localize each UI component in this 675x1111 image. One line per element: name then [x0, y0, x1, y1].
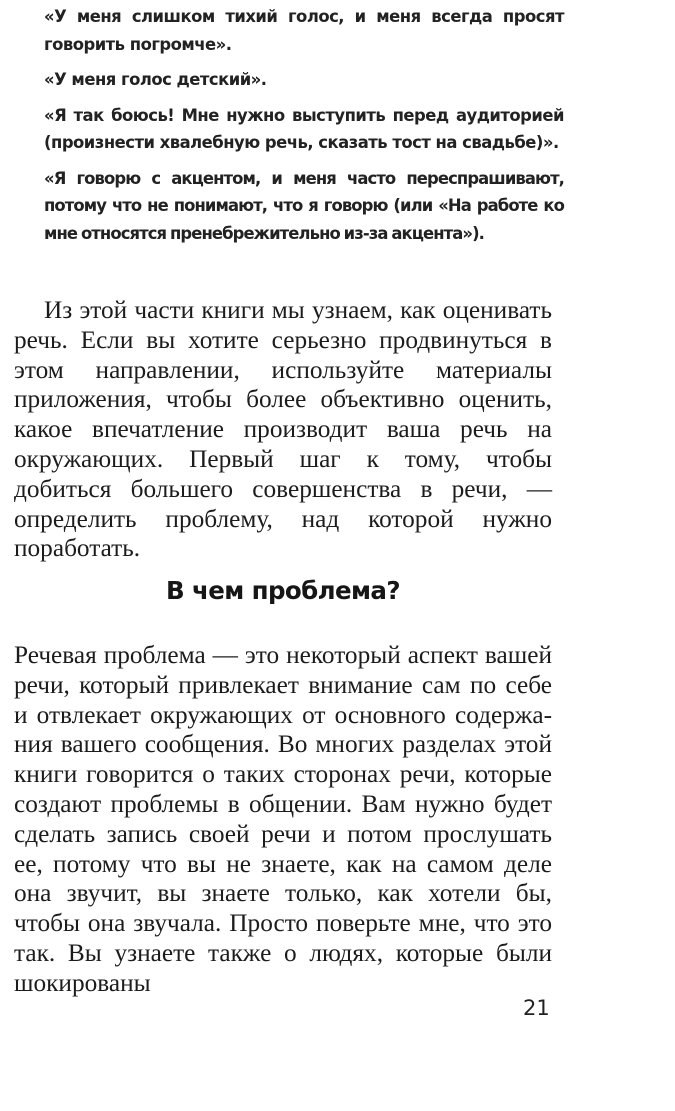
- quote-accent: «Я говорю с акцентом, и меня часто переспрашивают, потому что не понимают, что я говорю (или «На работе ко мне относятся пренебрежительно из-за акцента»).: [44, 168, 564, 243]
- section-heading: В чем проблема?: [166, 576, 400, 605]
- quote-list: [44, 3, 564, 255]
- intro-paragraph-text: Из этой части книги мы узнаем, как оценивать речь. Если вы хотите серьезно продвинуться в этом направлении, используйте материалы приложения, чтобы более объективно оценить, какое впечатление производит ваша речь на окружающих. Первый шаг к тому, чтобы добиться большего совершенства в речи, — определить проблему, над которой нужно поработать.: [14, 296, 552, 563]
- quote-public-speaking-fear: «Я так боюсь! Мне нужно выступить перед аудиторией (произнести хвалебную речь, сказать тост на свадьбе)».: [44, 105, 564, 152]
- quote-quiet-voice: «У меня слишком тихий голос, и меня всегда просят говорить погромче».: [44, 7, 564, 54]
- section-paragraph: Речевая проблема — это некоторый аспект вашей речи, который привлекает внимание сам по себе и отвлекает окружающих от основного содержания вашего сообщения. Во многих разделах этой книги говорится о таких сторонах речи, которые создают проблемы в общении. Вам нужно будет сделать запись своей речи и потом прослушать ее, потому что вы не знаете, как на самом деле она звучит, вы знаете только, как хотели бы, чтобы она звучала. Просто поверьте мне, что это так. Вы узнаете также о людях, которые были шокированы: [14, 641, 552, 997]
- page-number: 21: [523, 996, 550, 1020]
- quote-childish-voice: «У меня голос детский».: [44, 70, 267, 89]
- intro-paragraph: [14, 296, 552, 564]
